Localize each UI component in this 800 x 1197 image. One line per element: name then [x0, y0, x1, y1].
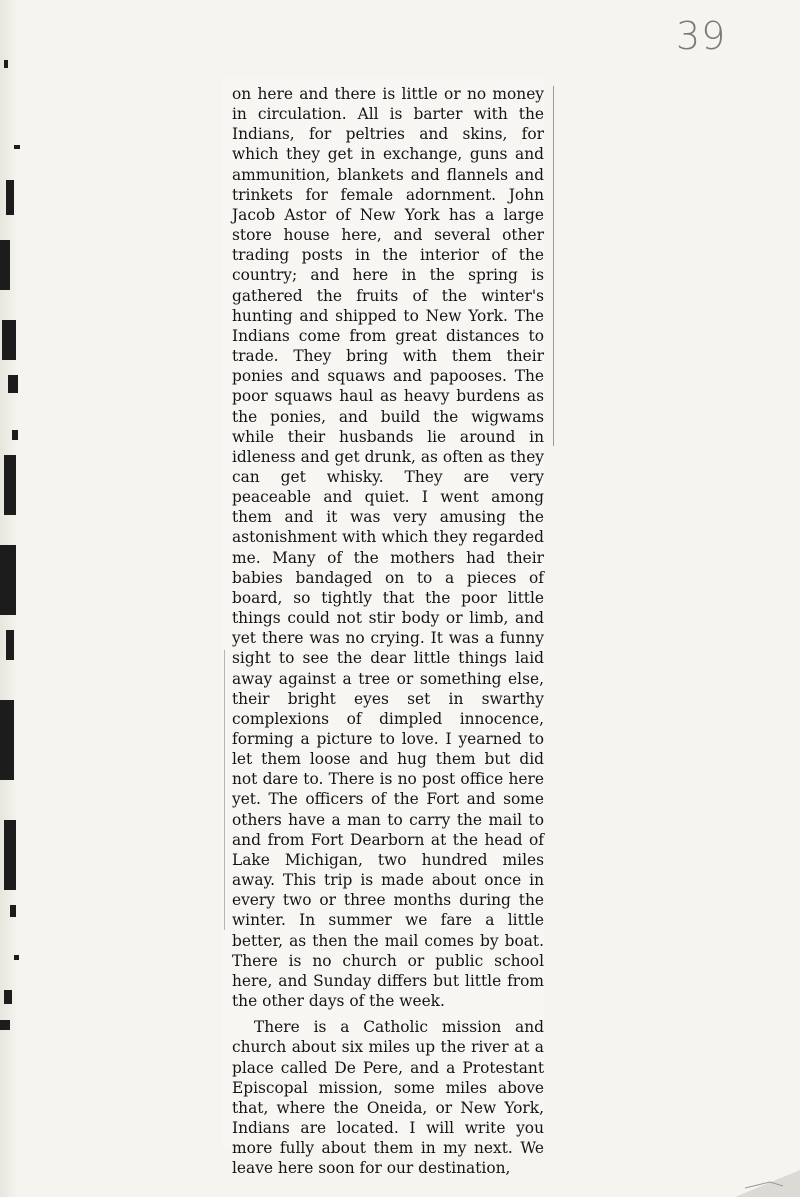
torn-corner — [545, 1130, 800, 1197]
column-rule — [553, 86, 554, 446]
scan-artifact — [14, 145, 20, 149]
scan-artifact — [8, 375, 18, 393]
scan-artifact — [12, 430, 18, 440]
scan-artifact — [2, 320, 16, 360]
scan-artifact — [0, 700, 14, 780]
scan-artifact — [0, 545, 16, 615]
scan-artifact — [0, 240, 10, 290]
scan-artifact — [14, 955, 19, 960]
page-number: 39 — [676, 14, 727, 58]
scan-artifact — [0, 1020, 10, 1030]
scan-artifact — [4, 60, 8, 68]
scan-artifact — [6, 180, 14, 215]
article-paragraph: There is a Catholic mission and church about six miles up the river at a place called De Pere, and a Protestant Episcopal mission, some miles above that, where the Oneida, or New York, Indians are located. I will write you more fully about them in my next. We leave here soon for our destination, — [232, 1018, 544, 1178]
scan-artifact — [10, 905, 16, 917]
article-column — [232, 84, 544, 1178]
scan-artifact — [6, 630, 14, 660]
scan-artifact — [4, 455, 16, 515]
scan-artifact — [4, 820, 16, 890]
article-paragraph: on here and there is little or no money in circulation. All is barter with the Indians, for peltries and skins, for which they get in exchange, guns and ammunition, blankets and flannels and trinkets for female adornment. John Jacob Astor of New York has a large store house here, and several other trading posts in the interior of the country; and here in the spring is gathered the fruits of the winter's hunting and shipped to New York. The Indians come from great distances to trade. They bring with them their ponies and squaws and papooses. The poor squaws haul as heavy burdens as the ponies, and build the wigwams while their husbands lie around in idleness and get drunk, as often as they can get whisky. They are very peaceable and quiet. I went among them and it was very amusing the astonishment with which they regarded me. Many of the mothers had their babies bandaged on to a pieces of board, so tightly that the poor little things could not stir body or limb, and yet there was no crying. It was a funny sight to see the dear little things laid away against a tree or something else, their bright eyes set in swarthy complexions of dimpled innocence, forming a picture to love. I yearned to let them loose and hug them but did not dare to. There is no post office here yet. The officers of the Fort and some others have a man to carry the mail to and from Fort Dearborn at the head of Lake Michigan, two hundred miles away. This trip is made about once in every two or three months during the winter. In summer we fare a little better, as then the mail comes by boat. There is no church or public school here, and Sunday differs but little from the other days of the week. — [232, 85, 544, 1011]
column-rule — [224, 650, 225, 930]
scan-artifact — [4, 990, 12, 1004]
